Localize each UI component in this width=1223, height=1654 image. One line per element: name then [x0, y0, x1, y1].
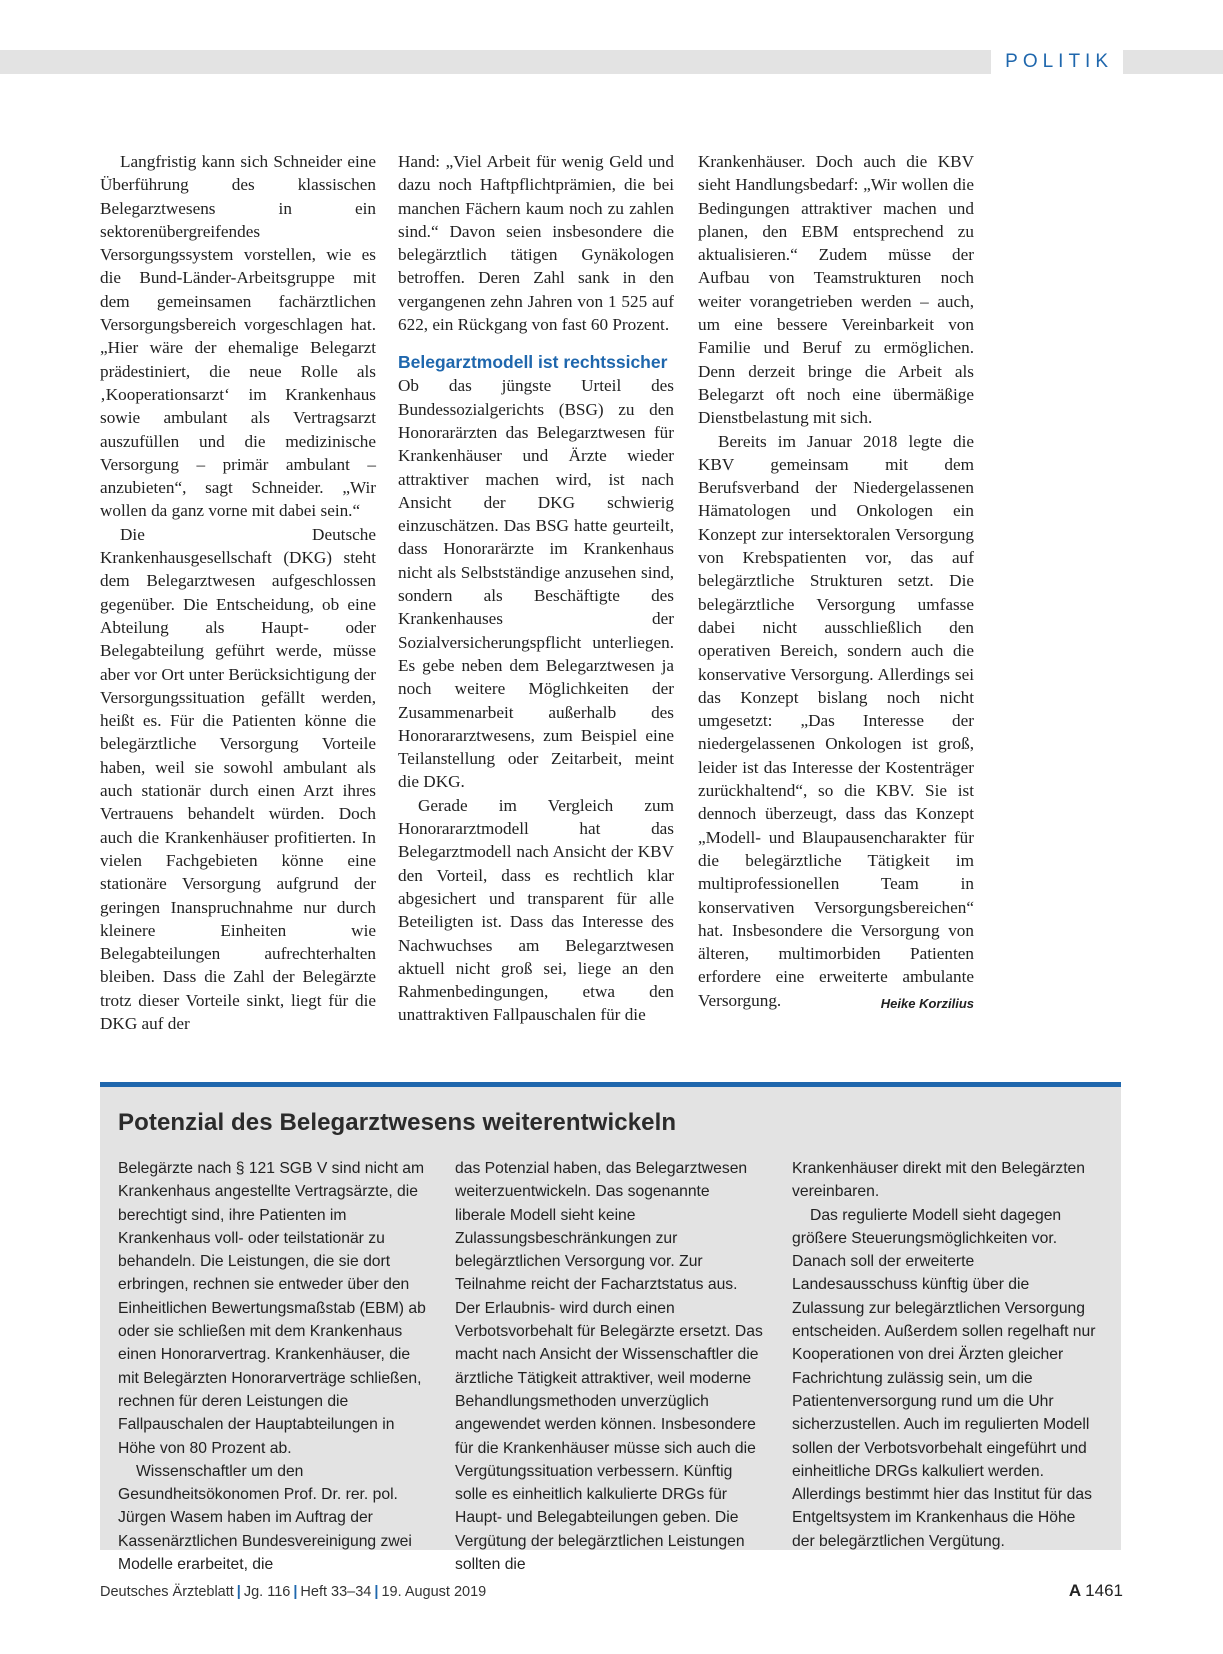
page-number: [1069, 1579, 1123, 1603]
paragraph: [698, 430, 974, 1012]
box-title: Potenzial des Belegarztwesens weiterentwickeln: [118, 1109, 677, 1136]
box-column-1: [118, 1157, 426, 1576]
paragraph: Gerade im Vergleich zum Honorararztmodell hat das Belegarztmodell nach Ansicht der KBV den Vorteil, dass es rechtlich klar abgesichert und transparent für alle Beteiligten ist. Dass das Interesse des Nachwuchses am Belegarztwesen aktuell nicht groß sei, liege an den Rahmenbedingungen, etwa den unattraktiven Fallpauschalen für die: [398, 795, 674, 1025]
paragraph: das Potenzial haben, das Belegarztwesen weiterzuentwickeln. Das sogenannte liberale Modell sieht keine Zulassungsbeschränkungen zur belegärztlichen Versorgung vor. Zur Teilnahme reicht der Facharztstatus aus. Der Erlaubnis- wird durch einen Verbotsvorbehalt für Belegärzte ersetzt. Das macht nach Ansicht der Wissenschaftler die ärztliche Tätigkeit attraktiver, weil moderne Behandlungsmethoden unverzüglich angewendet werden können. Insbesondere für die Krankenhäuser müsse sich auch die Vergütungssituation verbessern. Künftig solle es einheitlich kalkulierte DRGs für Haupt- und Belegabteilungen geben. Die Vergütung der belegärztlichen Leistungen sollten die: [455, 1160, 763, 1574]
paragraph: Wissenschaftler um den Gesundheitsökonomen Prof. Dr. rer. pol. Jürgen Wasem haben im Auftrag der Kassenärztlichen Bundesvereinigung zwei Modelle erarbeitet, die: [118, 1462, 412, 1574]
paragraph: Die Deutsche Krankenhausgesellschaft (DKG) steht dem Belegarztwesen aufgeschlossen gegenüber. Die Entscheidung, ob eine Abteilung als Haupt- oder Belegabteilung geführt werde, müsse aber vor Ort unter Berücksichtigung der Versorgungssituation gefällt werden, heißt es. Für die Patienten könne die belegärztliche Versorgung Vorteile haben, weil sie sowohl ambulant als auch stationär durch einen Arzt ihres Vertrauens behandelt würden. Doch auch die Krankenhäuser profitierten. In vielen Fachgebieten könne eine stationäre Versorgung aufgrund der geringen Inanspruchnahme nur durch kleinere Einheiten wie Belegabteilungen aufrechterhalten bleiben. Dass die Zahl der Belegärzte trotz dieser Vorteile sinkt, liegt für die DKG auf der: [100, 524, 376, 1033]
paragraph: Krankenhäuser direkt mit den Belegärzten vereinbaren.: [792, 1160, 1085, 1201]
date: 19. August 2019: [381, 1584, 487, 1600]
page-prefix: A: [1068, 1581, 1082, 1600]
footer-citation: [100, 1580, 486, 1604]
box-column-2: [455, 1157, 763, 1576]
paragraph: Das regulierte Modell sieht dagegen größere Steuerungsmöglichkeiten vor. Danach soll der erweiterte Landesausschuss künftig über die Zulassung zur belegärztlichen Versorgung entscheiden. Außerdem sollen regelhaft nur Kooperationen von drei Ärzten gleicher Fachrichtung zulässig sein, um die Patientenversorgung rund um die Uhr sicherzustellen. Auch im regulierten Modell sollen der Verbotsvorbehalt eingeführt und einheitliche DRGs kalkuliert werden. Allerdings bestimmt hier das Institut für das Entgeltsystem im Krankenhaus die Höhe der belegärztlichen Vergütung.: [792, 1206, 1096, 1550]
separator: |: [236, 1584, 241, 1600]
paragraph: Langfristig kann sich Schneider eine Überführung des klassischen Belegarztwesens in ein sektorenübergreifendes Versorgungssystem vorstellen, wie es die Bund-Länder-Arbeitsgruppe mit dem gemeinsamen fachärztlichen Versorgungsbereich vorgeschlagen hat. „Hier wäre der ehemalige Belegarzt prädestiniert, die neue Rolle als ‚Kooperationsarzt‘ im Krankenhaus sowie ambulant als Vertragsarzt auszufüllen und die medizinische Versorgung – primär ambulant – anzubieten“, sagt Schneider. „Wir wollen da ganz vorne mit dabei sein.“: [100, 152, 376, 521]
issue: Heft 33–34: [300, 1584, 372, 1600]
info-box: [100, 1082, 1121, 1574]
separator: |: [374, 1584, 379, 1600]
article-column-3: [698, 150, 974, 1015]
box-column-3: [792, 1157, 1100, 1553]
volume: Jg. 116: [243, 1584, 291, 1600]
section-label: POLITIK: [991, 50, 1123, 74]
subheading: Belegarztmodell ist rechtssicher: [398, 352, 668, 373]
paragraph: Krankenhäuser. Doch auch die KBV sieht Handlungsbedarf: „Wir wollen die Bedingungen attraktiver machen und planen, den EBM entsprechend zu aktualisieren.“ Zudem müsse der Aufbau von Teamstrukturen noch weiter vorangetrieben werden – auch, um eine bessere Vereinbarkeit von Familie und Beruf zu ermöglichen. Denn derzeit bringe die Arbeit als Belegarzt oft noch eine übermäßige Dienstbelastung mit sich.: [698, 152, 974, 428]
page-number-value: 1461: [1085, 1581, 1123, 1600]
journal-name: Deutsches Ärzteblatt: [100, 1584, 234, 1600]
paragraph: Hand: „Viel Arbeit für wenig Geld und dazu noch Haftpflichtprämien, die bei manchen Fächern kaum noch zu zahlen sind.“ Davon seien insbesondere die belegärztlich tätigen Gynäkologen betroffen. Deren Zahl sank in den vergangenen zehn Jahren von 1 525 auf 622, ein Rückgang von fast 60 Prozent.: [398, 152, 674, 335]
paragraph: Belegärzte nach § 121 SGB V sind nicht am Krankenhaus angestellte Vertragsärzte, die berechtigt sind, ihre Patienten im Krankenhaus voll- oder teilstationär zu behandeln. Die Leistungen, die sie dort erbringen, rechnen sie entweder über den Einheitlichen Bewertungsmaßstab (EBM) ab oder sie schließen mit dem Krankenhaus einen Honorarvertrag. Krankenhäuser, die mit Belegärzten Honorarverträge schließen, rechnen für deren Leistungen die Fallpauschalen der Hauptabteilungen in Höhe von 80 Prozent ab.: [118, 1160, 426, 1457]
article-column-1: [100, 150, 376, 1035]
author-byline: Heike Korzilius: [880, 995, 974, 1011]
separator: |: [293, 1584, 298, 1600]
article-column-2: [398, 150, 674, 1027]
paragraph: Ob das jüngste Urteil des Bundessozialgerichts (BSG) zu den Honorarärzten das Belegarztwesen für Krankenhäuser und Ärzte wieder attraktiver machen wird, ist nach Ansicht der DKG schwierig einzuschätzen. Das BSG hatte geurteilt, dass Honorarärzte im Krankenhaus nicht als Selbstständige anzusehen sind, sondern als Beschäftigte des Krankenhauses der Sozialversicherungspflicht unterliegen. Es gebe neben dem Belegarztwesen ja noch weitere Möglichkeiten der Zusammenarbeit außerhalb des Honorararztwesens, zum Beispiel eine Teilanstellung oder Zeitarbeit, meint die DKG.: [398, 376, 674, 792]
paragraph-text: Bereits im Januar 2018 legte die KBV gemeinsam mit dem Berufsverband der Niedergelassenen Hämatologen und Onkologen ein Konzept zur intersektoralen Versorgung von Krebspatienten vor, das auf belegärztliche Strukturen setzt. Die belegärztliche Versorgung umfasse dabei nicht ausschließlich den operativen Bereich, sondern auch die konservative Versorgung. Allerdings sei das Konzept bislang noch nicht umgesetzt: „Das Interesse der niedergelassenen Onkologen ist groß, leider ist das Interesse der Kostenträger zurückhaltend“, so die KBV. Sie ist dennoch überzeugt, dass das Konzept „Modell- und Blaupausencharakter für die belegärztliche Tätigkeit im multiprofessionellen Team in konservativen Versorgungsbereichen“ hat. Insbesondere die Versorgung von älteren, multimorbiden Patienten erfordere eine erweiterte ambulante Versorgung.: [698, 431, 974, 1010]
